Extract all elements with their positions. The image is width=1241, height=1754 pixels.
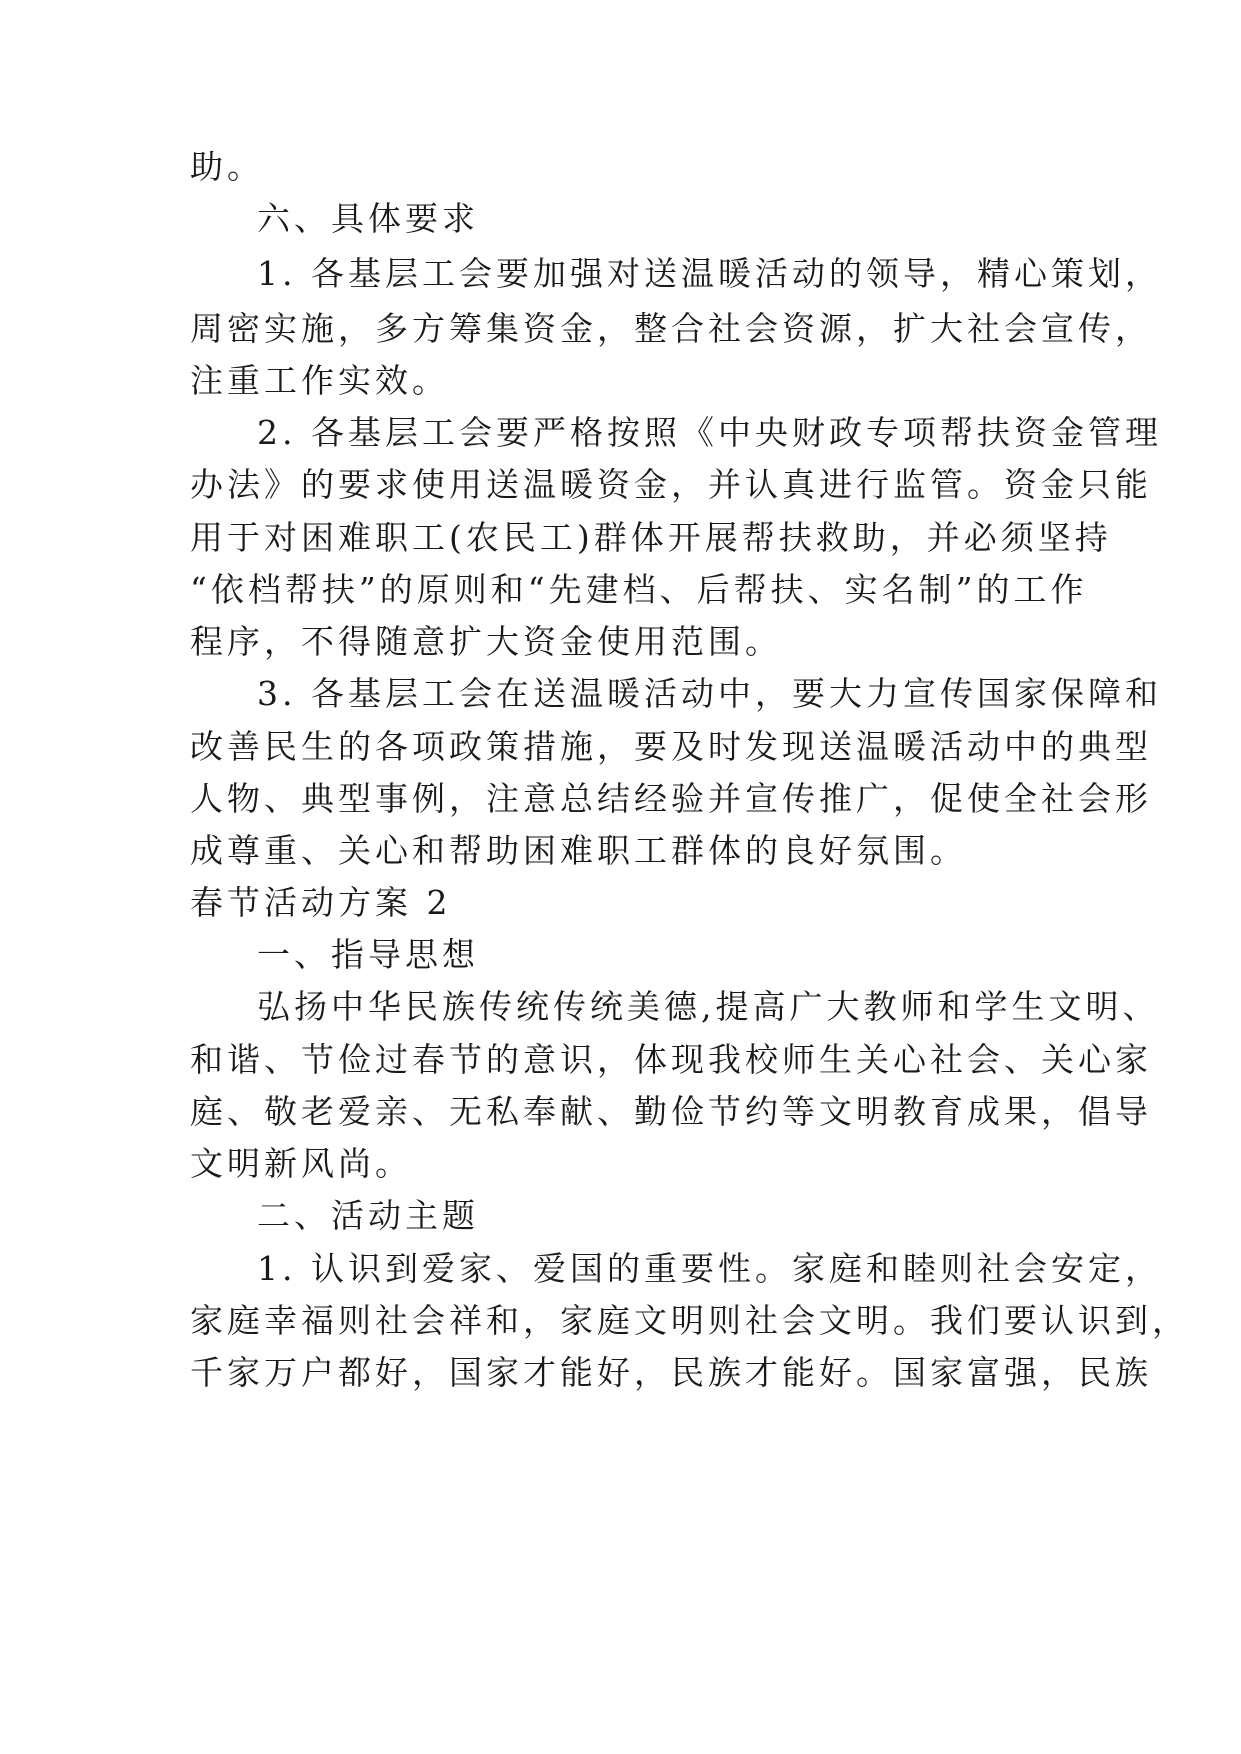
section-heading: 一、指导思想 [257,935,479,974]
text-line: 弘扬中华民族传统传统美德,提高广大教师和学生文明、 [257,987,1160,1026]
text-line: “依档帮扶”的原则和“先建档、后帮扶、实名制”的工作 [190,570,1088,609]
text-line: 1. 认识到爱家、爱国的重要性。家庭和睦则社会安定， [257,1249,1162,1288]
text-line: 程序，不得随意扩大资金使用范围。 [190,622,782,661]
text-line: 2. 各基层工会要严格按照《中央财政专项帮扶资金管理 [257,413,1162,452]
section-heading: 二、活动主题 [257,1196,479,1235]
text-line: 成尊重、关心和帮助困难职工群体的良好氛围。 [190,831,967,870]
text-line: 助。 [190,147,264,186]
text-line: 改善民生的各项政策措施，要及时发现送温暖活动中的典型 [190,727,1152,766]
text-line: 1. 各基层工会要加强对送温暖活动的领导，精心策划， [257,254,1162,293]
text-line: 注重工作实效。 [190,361,449,400]
text-line: 办法》的要求使用送温暖资金，并认真进行监管。资金只能 [190,465,1152,504]
text-line: 庭、敬老爱亲、无私奉献、勤俭节约等文明教育成果，倡导 [190,1092,1152,1131]
section-heading: 六、具体要求 [257,199,479,238]
text-line: 人物、典型事例，注意总结经验并宣传推广，促使全社会形 [190,779,1152,818]
text-line: 周密实施，多方筹集资金，整合社会资源，扩大社会宣传， [190,309,1152,348]
text-line: 家庭幸福则社会祥和，家庭文明则社会文明。我们要认识到， [190,1301,1189,1340]
text-line: 3. 各基层工会在送温暖活动中，要大力宣传国家保障和 [257,674,1162,713]
text-line: 用于对困难职工(农民工)群体开展帮扶救助，并必须坚持 [190,518,1112,557]
text-line: 千家万户都好，国家才能好，民族才能好。国家富强，民族 [190,1353,1152,1392]
text-line: 和谐、节俭过春节的意识，体现我校师生关心社会、关心家 [190,1040,1152,1079]
document-title: 春节活动方案 2 [190,883,452,922]
text-line: 文明新风尚。 [190,1144,412,1183]
